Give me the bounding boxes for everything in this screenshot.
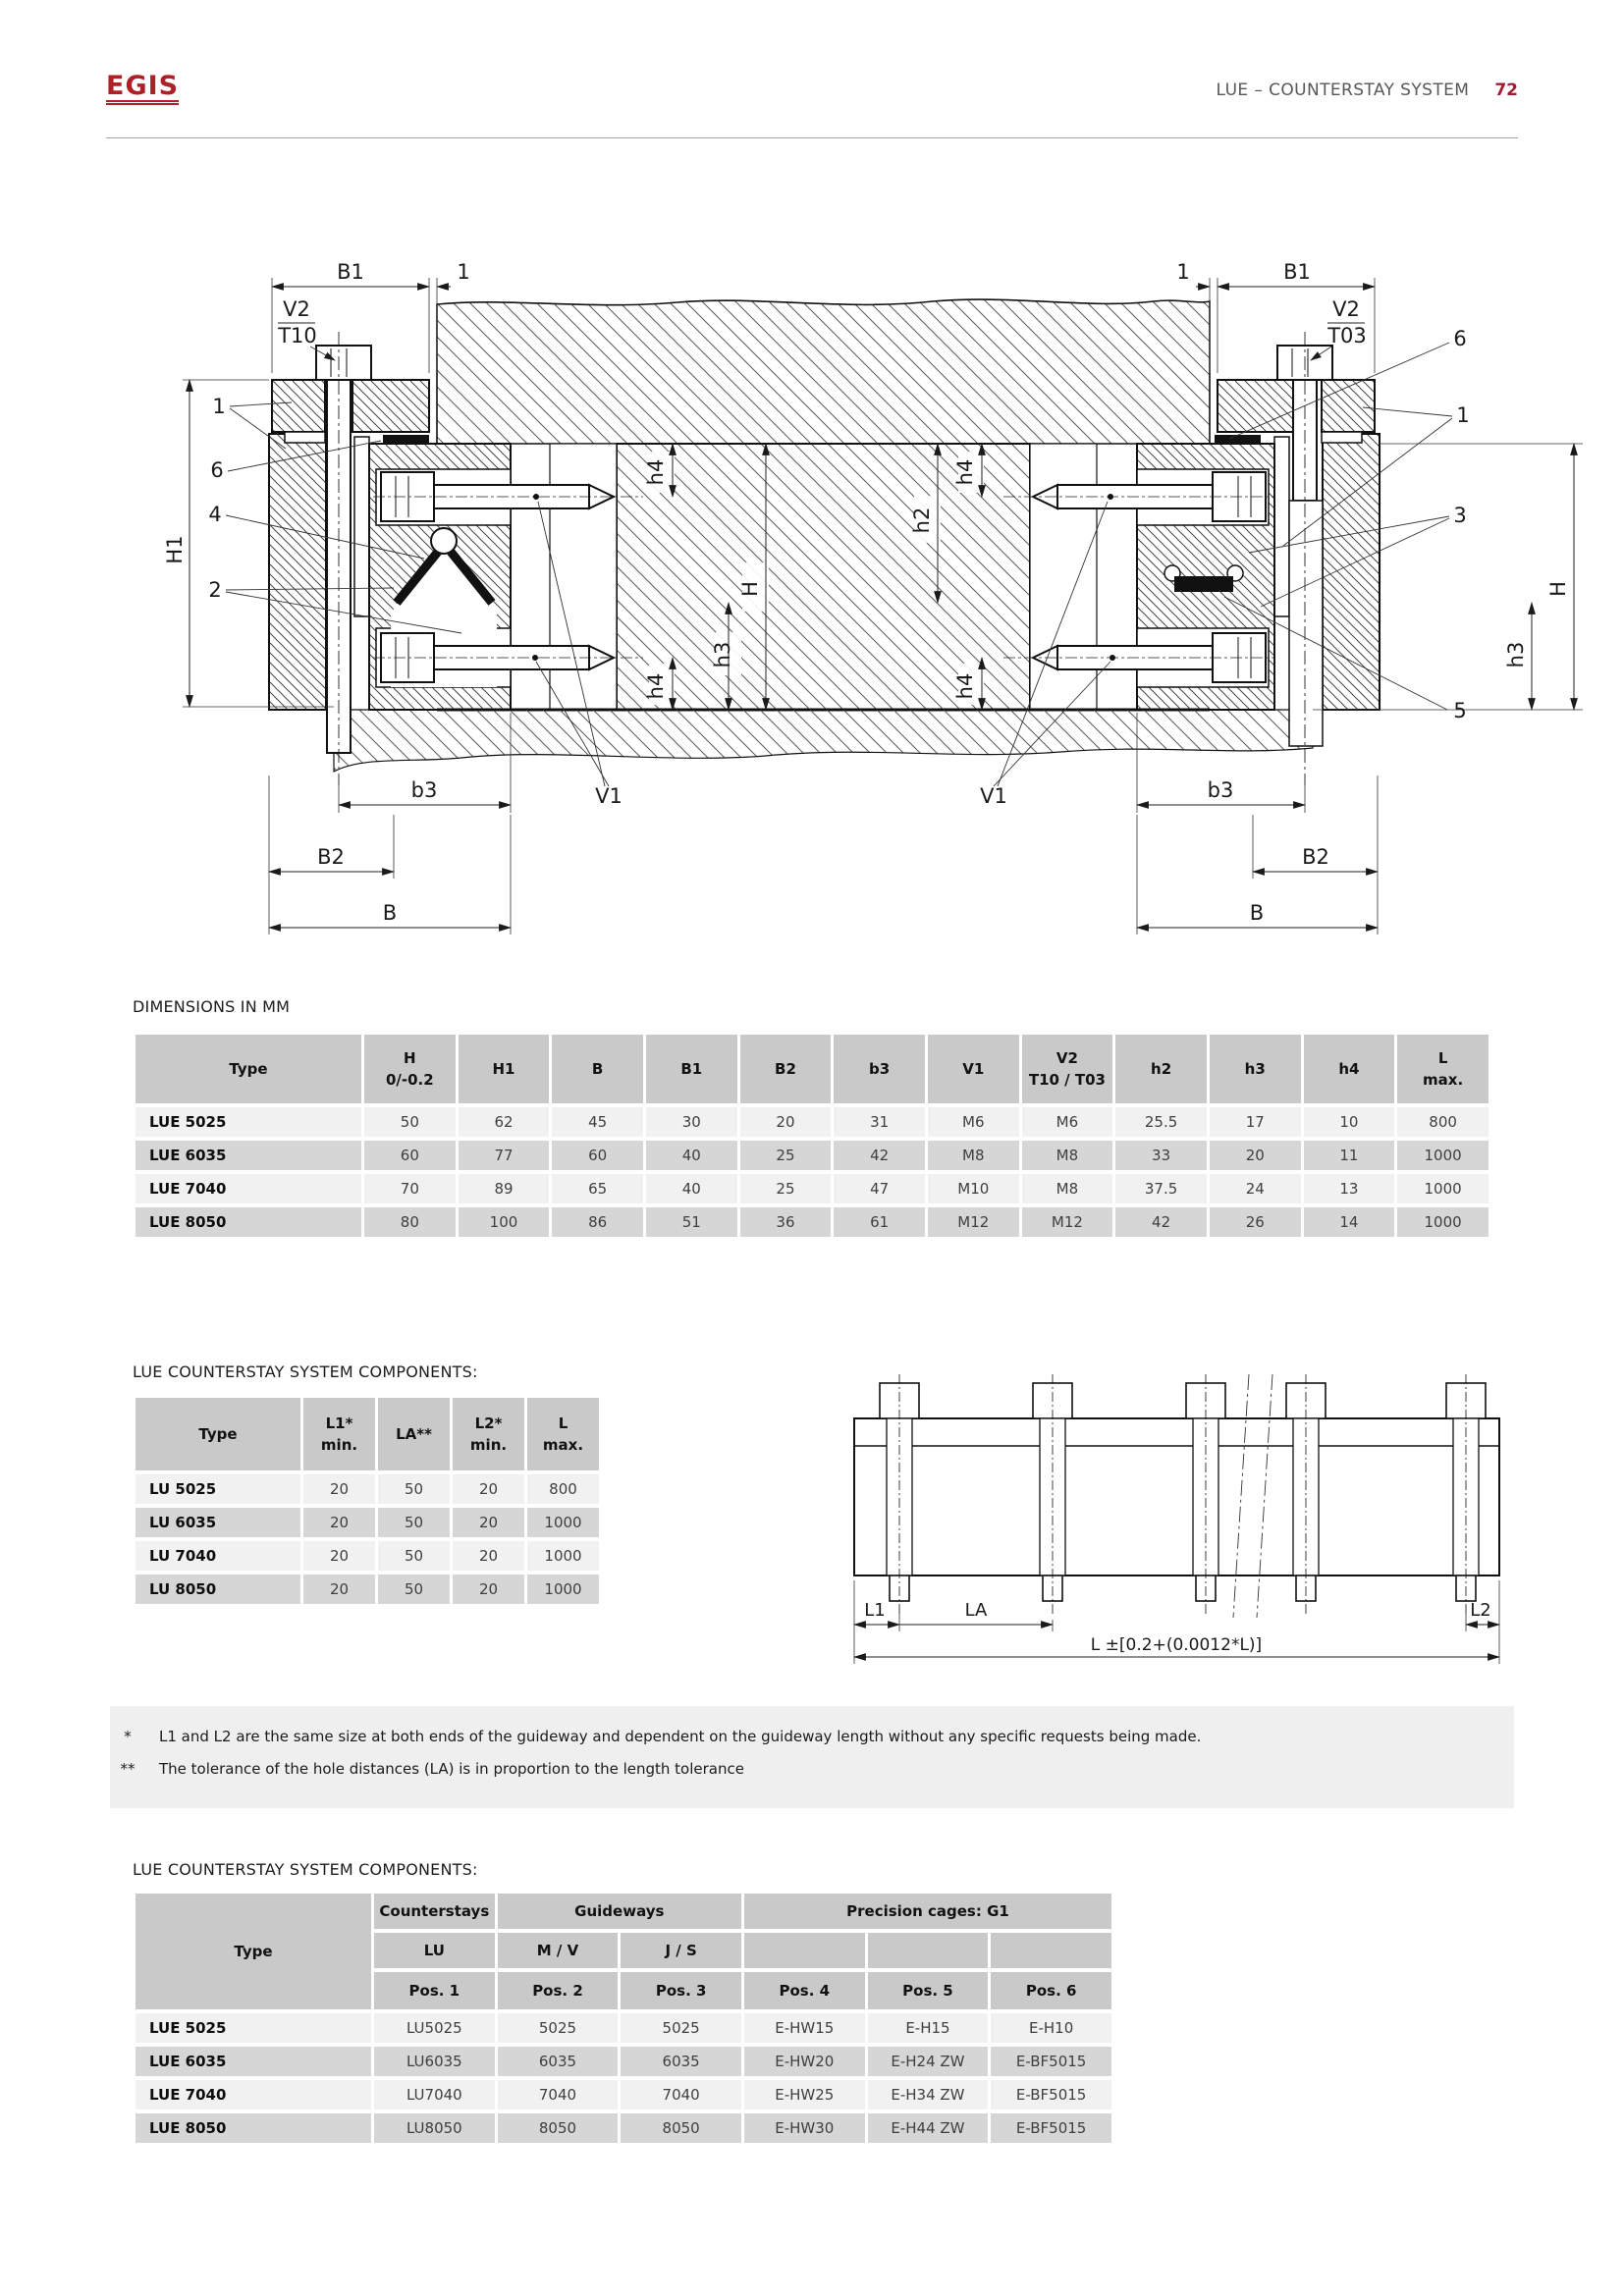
col-header-la: LA** <box>378 1398 450 1470</box>
dim-label: 1 <box>457 260 470 284</box>
callout-label: 1 <box>1456 403 1470 427</box>
sub-header-empty <box>868 1933 989 1968</box>
callout-label: 5 <box>1453 699 1467 722</box>
col-header-v1: V1 <box>928 1035 1019 1103</box>
page-title: LUE – COUNTERSTAY SYSTEM <box>1216 80 1470 100</box>
dim-label: h3 <box>1504 641 1528 668</box>
col-header-type: Type <box>135 1398 300 1470</box>
page-number: 72 <box>1494 80 1518 100</box>
guideway-body <box>854 1418 1499 1575</box>
col-header-v2: V2 T10 / T03 <box>1022 1035 1113 1103</box>
dim-label: V1 <box>595 784 623 808</box>
dim-b2-right <box>1253 775 1378 934</box>
dim-label: 1 <box>1176 260 1190 284</box>
sub-header-empty <box>991 1933 1111 1968</box>
dim-label: B2 <box>1302 845 1329 869</box>
dim-label: V1 <box>980 784 1007 808</box>
callout-label: 2 <box>208 578 222 602</box>
sub-header-js: J / S <box>621 1933 741 1968</box>
col-header-type: Type <box>135 1035 361 1103</box>
col-header-l: L max. <box>527 1398 599 1470</box>
pos-header: Pos. 6 <box>991 1972 1111 2009</box>
dim-label: B1 <box>337 260 364 284</box>
length-table <box>133 1394 602 1608</box>
table-row: LUE 8050 80 100 86 51 36 61 M12 M12 42 26 14 1000 <box>135 1207 1489 1237</box>
sub-header-empty <box>744 1933 865 1968</box>
dim-h3-right <box>1504 603 1532 710</box>
pos-header: Pos. 1 <box>374 1972 495 2009</box>
dim-b2-left <box>269 775 394 934</box>
page-header <box>1217 80 1518 100</box>
guideway-drawing <box>830 1369 1532 1674</box>
pos-header: Pos. 5 <box>868 1972 989 2009</box>
table-row: LUE 8050 LU8050 8050 8050 E-HW30 E-H44 ZW E-BF5015 <box>135 2113 1111 2143</box>
col-header-type: Type <box>135 1894 371 2009</box>
col-header-b1: B1 <box>646 1035 737 1103</box>
footnote-text: L1 and L2 are the same size at both ends of the guideway and dependent on the guideway length without any specific requests being made. <box>159 1728 1202 1745</box>
callout-label: 3 <box>1453 504 1467 527</box>
table-row: LUE 7040 70 89 65 40 25 47 M10 M8 37.5 24 13 1000 <box>135 1174 1489 1203</box>
callout-label: 1 <box>212 395 226 418</box>
table-row: LU 6035 20 50 20 1000 <box>135 1508 599 1537</box>
footnote <box>110 1728 1201 1745</box>
group-header-counterstays: Counterstays <box>374 1894 495 1929</box>
col-header-l1: L1* min. <box>303 1398 375 1470</box>
dimensions-table <box>133 1031 1491 1241</box>
dim-label: B <box>1249 901 1265 925</box>
table-row: LU 5025 20 50 20 800 <box>135 1474 599 1504</box>
col-header-b3: b3 <box>834 1035 925 1103</box>
dim-label: V2 <box>1332 297 1360 321</box>
dim-label: B <box>382 901 398 925</box>
pos-header: Pos. 3 <box>621 1972 741 2009</box>
sub-header-mv: M / V <box>498 1933 619 1968</box>
dim-label: B1 <box>1283 260 1311 284</box>
callout-label: 6 <box>1453 327 1467 350</box>
footnote-marker: ** <box>120 1760 135 1778</box>
table-row: LUE 5025 50 62 45 30 20 31 M6 M6 25.5 17 10 800 <box>135 1107 1489 1137</box>
group-header-guideways: Guideways <box>498 1894 741 1929</box>
col-header-h2: h2 <box>1115 1035 1207 1103</box>
dim-label: V2 <box>283 297 310 321</box>
dim-label: LA <box>964 1600 988 1621</box>
pos-header: Pos. 2 <box>498 1972 619 2009</box>
table-row: LU 8050 20 50 20 1000 <box>135 1575 599 1604</box>
table-row: LUE 7040 LU7040 7040 7040 E-HW25 E-H34 ZW E-BF5015 <box>135 2080 1111 2109</box>
dim-label: T10 <box>278 324 317 347</box>
dimensions-caption: DIMENSIONS IN MM <box>133 997 291 1016</box>
col-header-b: B <box>552 1035 643 1103</box>
dim-label: h4 <box>953 458 977 486</box>
col-header-h1: H1 <box>459 1035 550 1103</box>
table-row: LU 7040 20 50 20 1000 <box>135 1541 599 1571</box>
pos-header: Pos. 4 <box>744 1972 865 2009</box>
col-header-h4: h4 <box>1304 1035 1395 1103</box>
dim-label: h2 <box>910 507 934 534</box>
table-row: LUE 5025 LU5025 5025 5025 E-HW15 E-H15 E-H10 <box>135 2013 1111 2043</box>
table-row: LUE 6035 LU6035 6035 6035 E-HW20 E-H24 ZW E-BF5015 <box>135 2047 1111 2076</box>
col-header-l: L max. <box>1397 1035 1489 1103</box>
dim-label: b3 <box>1207 778 1234 802</box>
dim-label: H <box>1546 581 1570 597</box>
components-table <box>133 1890 1114 2147</box>
col-header-l2: L2* min. <box>453 1398 524 1470</box>
dim-label: L ±[0.2+(0.0012*L)] <box>1090 1635 1263 1655</box>
col-header-b2: B2 <box>740 1035 832 1103</box>
dim-label: H <box>738 581 762 597</box>
footnote-marker: * <box>124 1728 132 1745</box>
components-caption-2: LUE COUNTERSTAY SYSTEM COMPONENTS: <box>133 1860 478 1879</box>
footnote-text: The tolerance of the hole distances (LA) is in proportion to the length tolerance <box>159 1760 744 1778</box>
dim-label: h3 <box>711 641 734 668</box>
sub-header-lu: LU <box>374 1933 495 1968</box>
dim-label: h4 <box>644 458 668 486</box>
dim-b-left <box>269 815 511 934</box>
technical-drawing <box>110 147 1570 967</box>
dim-label: L1 <box>864 1600 886 1621</box>
group-header-precision-cages: Precision cages: G1 <box>744 1894 1111 1929</box>
callout-label: 4 <box>208 503 222 526</box>
col-header-h: H 0/-0.2 <box>364 1035 456 1103</box>
table-row: LUE 6035 60 77 60 40 25 42 M8 M8 33 20 11 1000 <box>135 1141 1489 1170</box>
dim-label: b3 <box>410 778 438 802</box>
egis-logo: EGIS <box>106 73 179 105</box>
guideway-dims <box>854 1580 1499 1664</box>
header-rule <box>106 137 1518 138</box>
dim-label: H1 <box>163 535 187 564</box>
dim-b-right <box>1137 815 1378 934</box>
dim-label: T03 <box>1327 324 1367 347</box>
dim-label: h4 <box>953 672 977 700</box>
callout-label: 6 <box>210 458 224 482</box>
footnote <box>110 1760 744 1778</box>
footnotes <box>110 1706 1514 1808</box>
dim-label: L2 <box>1470 1600 1491 1621</box>
dim-label: B2 <box>317 845 345 869</box>
components-caption-1: LUE COUNTERSTAY SYSTEM COMPONENTS: <box>133 1362 478 1381</box>
dim-label: h4 <box>644 672 668 700</box>
col-header-h3: h3 <box>1210 1035 1301 1103</box>
